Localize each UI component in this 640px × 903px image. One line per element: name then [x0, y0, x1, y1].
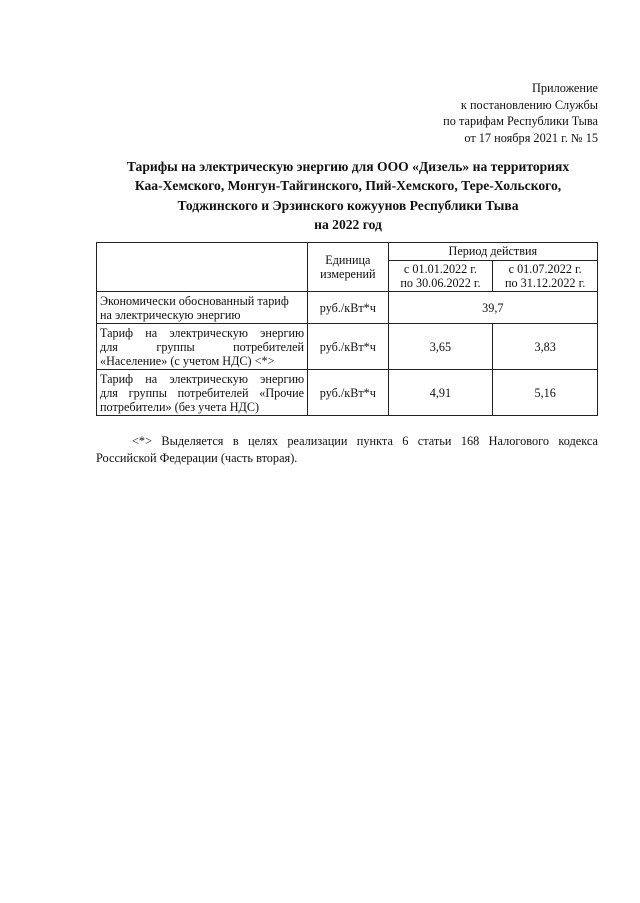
- row-2-name-line-3: «Население» (с учетом НДС) <*>: [100, 354, 275, 368]
- header-period-cell: Период действия: [388, 243, 597, 261]
- row-2-value-p2-cell: 3,83: [493, 324, 598, 370]
- footnote: [96, 433, 598, 466]
- header-unit-line-2: измерений: [320, 267, 376, 282]
- row-2-unit-cell: руб./кВт*ч: [308, 324, 389, 370]
- row-3-value-p1-cell: 4,91: [388, 370, 493, 416]
- title-line-4: на 2022 год: [314, 217, 382, 233]
- table-row: [97, 292, 598, 324]
- row-3-unit-cell: руб./кВт*ч: [308, 370, 389, 416]
- row-1-name-cell: [97, 292, 308, 324]
- title-line-3: Тоджинского и Эрзинского кожуунов Республики Тыва: [177, 197, 519, 213]
- appendix-line-1: Приложение: [532, 81, 598, 95]
- row-3-name-line-1: Тариф на электрическую энергию: [100, 371, 305, 386]
- row-2-name-cell: [97, 324, 308, 370]
- appendix-header: [443, 80, 598, 146]
- period-1-line-2: по 30.06.2022 г.: [400, 276, 481, 291]
- row-2-name-line-2: для группы потребителей: [100, 339, 305, 354]
- period-2-line-1: с 01.07.2022 г.: [508, 262, 582, 276]
- row-1-name-line-2: на электрическую энергию: [100, 307, 241, 322]
- appendix-line-2: к постановлению Службы: [460, 97, 598, 112]
- header-unit-line-1: Единица: [325, 253, 371, 267]
- footnote-line-1: <*> Выделяется в целях реализации пункта 6 статьи 168 Налогового кодекса: [132, 434, 598, 448]
- row-3-name-cell: [97, 370, 308, 416]
- row-3-name-line-2: для группы потребителей «Прочие: [100, 385, 305, 400]
- footnote-line-2: Российской Федерации (часть вторая).: [96, 450, 298, 465]
- table-header-row: [97, 243, 598, 261]
- header-period-2-cell: [493, 261, 598, 292]
- period-2-line-2: по 31.12.2022 г.: [505, 276, 586, 291]
- row-1-name-line-1: Экономически обоснованный тариф: [100, 293, 289, 308]
- tariff-table: [96, 242, 598, 416]
- title-line-1: Тарифы на электрическую энергию для ООО «Дизель» на территориях: [126, 159, 570, 174]
- row-3-name-line-3: потребители» (без учета НДС): [100, 400, 260, 414]
- header-period-1-cell: [388, 261, 493, 292]
- row-1-value-cell: 39,7: [388, 292, 597, 324]
- appendix-line-4: от 17 ноября 2021 г. № 15: [464, 130, 598, 145]
- header-unit-cell: [308, 243, 389, 292]
- row-1-unit-cell: руб./кВт*ч: [308, 292, 389, 324]
- table-row: [97, 370, 598, 416]
- row-3-value-p2-cell: 5,16: [493, 370, 598, 416]
- row-2-name-line-1: Тариф на электрическую энергию: [100, 325, 305, 340]
- period-1-line-1: с 01.01.2022 г.: [403, 262, 477, 276]
- table-row: [97, 324, 598, 370]
- header-empty-cell: [97, 243, 308, 292]
- appendix-line-3: по тарифам Республики Тыва: [443, 114, 598, 128]
- row-2-value-p1-cell: 3,65: [388, 324, 493, 370]
- title-line-2: Каа-Хемского, Монгун-Тайгинского, Пий-Хемского, Тере-Хольского,: [134, 178, 562, 194]
- document-title: [90, 157, 606, 235]
